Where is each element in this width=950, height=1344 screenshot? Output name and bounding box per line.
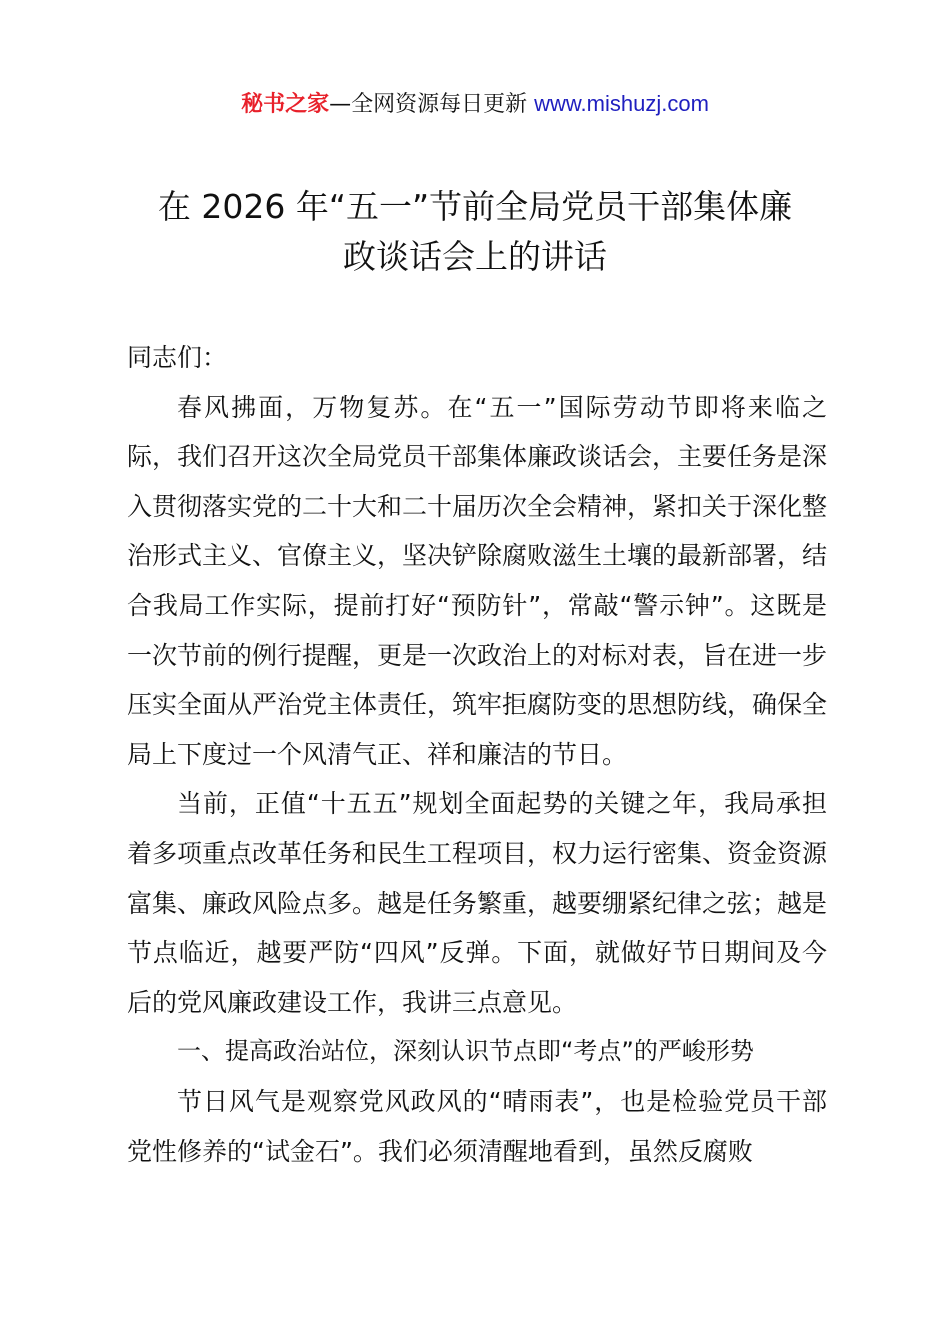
salutation: 同志们：	[127, 343, 228, 372]
section-heading-1: 一、提高政治站位，深刻认识节点即“考点”的严峻形势	[177, 1037, 754, 1066]
header-tagline: —全网资源每日更新	[329, 92, 535, 117]
paragraph-current-situation: 当前，正值“十五五”规划全面起势的关键之年，我局承担着多项重点改革任务和民生工程项目，权力运行密集、资金资源富集、廉政风险点多。越是任务繁重，越要绷紧纪律之弦；越是节点临近，越要严防“四风”反弹。下面，就做好节日期间及今后的党风廉政建设工作，我讲三点意见。	[127, 789, 828, 1017]
document-title	[110, 182, 840, 282]
paragraph-section-1: 节日风气是观察党风政风的“晴雨表”，也是检验党员干部党性修养的“试金石”。我们必须清醒地看到，虽然反腐败	[127, 1086, 827, 1166]
title-line-2: 政谈话会上的讲话	[343, 237, 607, 276]
paragraph-opening: 春风拂面，万物复苏。在“五一”国际劳动节即将来临之际，我们召开这次全局党员干部集体廉政谈话会，主要任务是深入贯彻落实党的二十大和二十届历次全会精神，紧扣关于深化整治形式主义、官僚主义，坚决铲除腐败滋生土壤的最新部署，结合我局工作实际，提前打好“预防针”，常敲“警示钟”。这既是一次节前的例行提醒，更是一次政治上的对标对表，旨在进一步压实全面从严治党主体责任，筑牢拒腐防变的思想防线，确保全局上下度过一个风清气正、祥和廉洁的节日。	[127, 392, 828, 769]
title-line-1: 在 2026 年“五一”节前全局党员干部集体廉	[157, 187, 793, 226]
brand-name: 秘书之家	[241, 92, 330, 117]
site-header	[0, 88, 950, 121]
site-url-link[interactable]: www.mishuzj.com	[534, 91, 709, 116]
document-body	[127, 333, 827, 1176]
